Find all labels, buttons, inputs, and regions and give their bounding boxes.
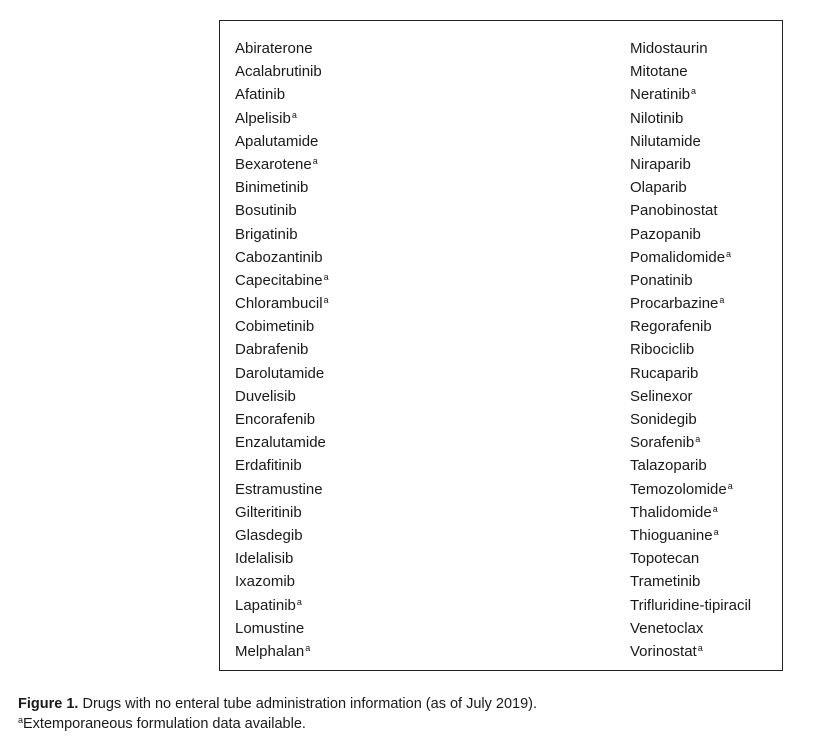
drug-item [630, 246, 751, 269]
drug-name: Nilotinib [630, 109, 684, 127]
drug-name: Niraparib [630, 155, 691, 173]
drug-item [630, 408, 751, 431]
footnote-mark: a [697, 642, 703, 653]
drug-item [235, 338, 329, 361]
drug-name: Idelalisib [235, 550, 294, 568]
footnote-mark: a [726, 248, 732, 259]
figure-caption [18, 694, 818, 734]
drug-name: Cabozantinib [235, 248, 323, 266]
drug-item [235, 176, 329, 199]
drug-item [235, 153, 329, 176]
drug-name: Vorinostat [630, 642, 697, 660]
drug-name: Rucaparib [630, 364, 699, 382]
drug-item [630, 130, 751, 153]
drug-name: Thioguanine [630, 526, 713, 544]
drug-item [630, 338, 751, 361]
drug-item [630, 37, 751, 60]
footnote-mark: a [719, 295, 725, 306]
drug-name: Panobinostat [630, 202, 718, 220]
drug-name: Capecitabine [235, 271, 323, 289]
drug-item [235, 640, 329, 663]
drug-item [235, 478, 329, 501]
drug-item [630, 83, 751, 106]
drug-name: Sonidegib [630, 411, 697, 428]
drug-item [235, 269, 329, 292]
drug-item [630, 292, 751, 315]
drug-list-left [235, 37, 329, 663]
drug-name: Ribociclib [630, 341, 695, 359]
drug-name: Abiraterone [235, 40, 313, 57]
drug-item [235, 594, 329, 617]
drug-item [235, 223, 329, 246]
drug-name: Pazopanib [630, 225, 701, 243]
caption-text: Drugs with no enteral tube administration information (as of July 2019). [82, 696, 538, 712]
footnote-mark: a [312, 155, 318, 166]
drug-name: Enzalutamide [235, 434, 326, 452]
drug-name: Thalidomide [630, 503, 712, 521]
drug-name: Acalabrutinib [235, 63, 322, 81]
drug-name: Ixazomib [235, 573, 296, 591]
drug-name: Midostaurin [630, 40, 708, 57]
drug-item [630, 199, 751, 222]
drug-item [235, 107, 329, 130]
drug-name: Cobimetinib [235, 318, 315, 336]
drug-item [630, 362, 751, 385]
drug-name: Lomustine [235, 619, 305, 637]
drug-item [235, 408, 329, 431]
drug-item [235, 60, 329, 83]
footnote-mark: a [712, 503, 718, 514]
drug-item [235, 547, 329, 570]
drug-item [235, 83, 329, 106]
drug-name: Alpelisib [235, 109, 291, 127]
footnote-mark: a [695, 434, 701, 445]
drug-name: Dabrafenib [235, 341, 309, 359]
drug-name: Darolutamide [235, 364, 325, 382]
drug-item [630, 60, 751, 83]
drug-item [235, 431, 329, 454]
drug-item [235, 362, 329, 385]
drug-item [630, 501, 751, 524]
drug-name: Ponatinib [630, 271, 693, 289]
footnote-text: Extemporaneous formulation data available. [23, 716, 306, 732]
drug-item [235, 570, 329, 593]
drug-item [630, 223, 751, 246]
drug-name: Procarbazine [630, 295, 719, 313]
drug-name: Brigatinib [235, 225, 298, 243]
drug-name: Melphalan [235, 642, 305, 660]
figure-label: Figure 1. [18, 696, 79, 712]
drug-item [630, 176, 751, 199]
drug-item [630, 594, 751, 617]
drug-name: Neratinib [630, 86, 691, 104]
footnote-mark: a [323, 271, 329, 282]
drug-item [630, 431, 751, 454]
caption-line [18, 694, 818, 714]
drug-item [630, 315, 751, 338]
drug-item [235, 130, 329, 153]
drug-name: Regorafenib [630, 318, 712, 336]
drug-item [630, 269, 751, 292]
drug-name: Gilteritinib [235, 503, 302, 521]
drug-item [630, 547, 751, 570]
drug-name: Encorafenib [235, 411, 316, 428]
drug-item [630, 524, 751, 547]
figure-box [219, 20, 783, 671]
drug-name: Nilutamide [630, 132, 701, 150]
drug-name: Afatinib [235, 86, 286, 104]
drug-item [235, 37, 329, 60]
drug-item [630, 640, 751, 663]
drug-item [235, 315, 329, 338]
drug-name: Mitotane [630, 63, 688, 81]
footnote-line [18, 714, 818, 734]
footnote-mark: a [713, 526, 719, 537]
drug-name: Erdafitinib [235, 457, 302, 475]
footnote-mark: a [323, 295, 329, 306]
drug-item [630, 454, 751, 477]
footnote-mark: a [18, 715, 24, 725]
drug-item [630, 478, 751, 501]
drug-name: Topotecan [630, 550, 700, 568]
drug-name: Lapatinib [235, 596, 296, 614]
drug-item [630, 617, 751, 640]
drug-list-right [630, 37, 751, 663]
drug-name: Bexarotene [235, 155, 312, 173]
footnote-mark: a [296, 596, 302, 607]
drug-name: Chlorambucil [235, 295, 323, 313]
drug-name: Duvelisib [235, 387, 296, 405]
drug-item [235, 524, 329, 547]
drug-name: Trametinib [630, 573, 701, 591]
drug-item [235, 617, 329, 640]
drug-item [235, 292, 329, 315]
drug-name: Glasdegib [235, 526, 303, 544]
drug-name: Pomalidomide [630, 248, 726, 266]
drug-name: Venetoclax [630, 619, 704, 637]
footnote-mark: a [305, 642, 311, 653]
drug-item [630, 385, 751, 408]
drug-name: Apalutamide [235, 132, 319, 150]
drug-name: Selinexor [630, 387, 693, 405]
drug-item [235, 501, 329, 524]
drug-name: Talazoparib [630, 457, 707, 475]
drug-name: Temozolomide [630, 480, 727, 498]
footnote-mark: a [691, 86, 697, 97]
drug-item [235, 199, 329, 222]
footnote-mark: a [727, 480, 733, 491]
drug-item [630, 107, 751, 130]
drug-name: Sorafenib [630, 434, 695, 452]
drug-item [235, 246, 329, 269]
drug-name: Binimetinib [235, 179, 309, 197]
drug-item [235, 454, 329, 477]
drug-item [235, 385, 329, 408]
drug-name: Bosutinib [235, 202, 297, 220]
drug-name: Estramustine [235, 480, 323, 498]
drug-item [630, 570, 751, 593]
footnote-mark: a [291, 109, 297, 120]
drug-item [630, 153, 751, 176]
drug-name: Trifluridine-tipiracil [630, 596, 752, 614]
drug-name: Olaparib [630, 179, 687, 197]
